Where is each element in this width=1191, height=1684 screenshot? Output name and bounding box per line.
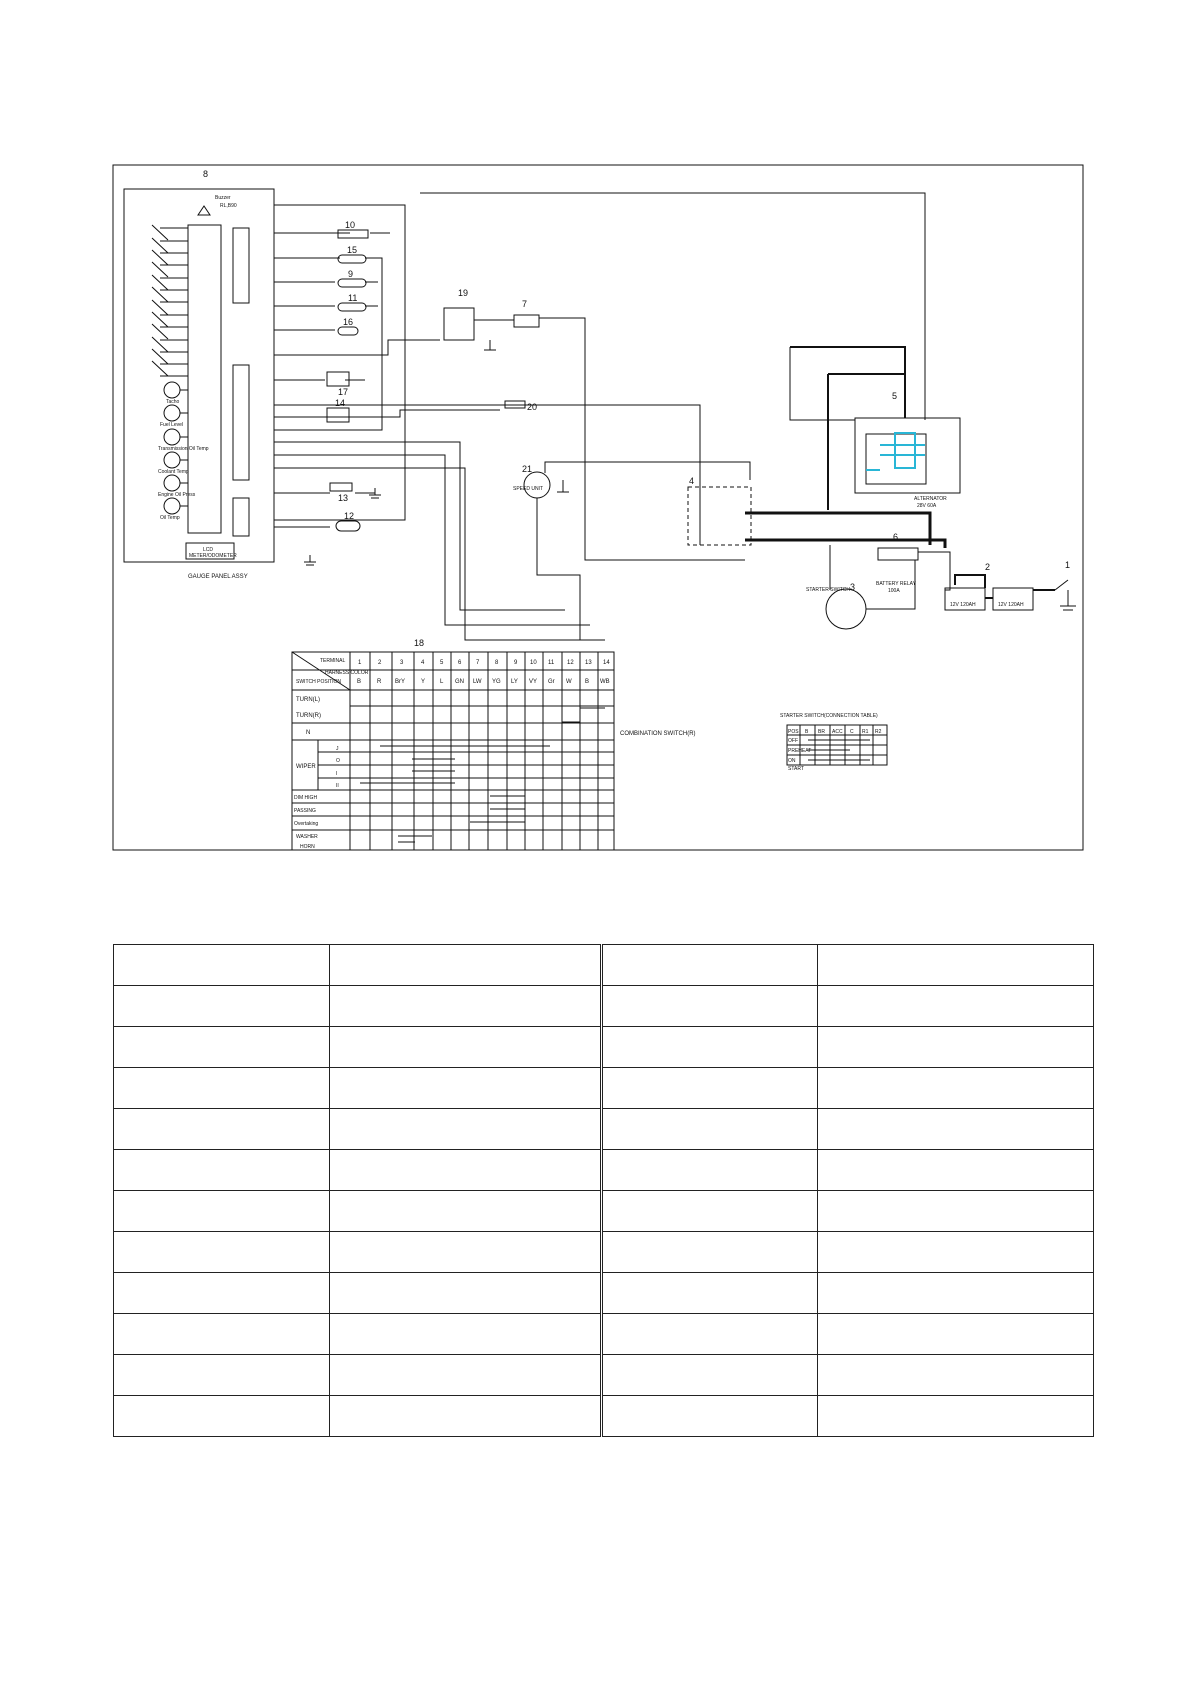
buzzer-symbol bbox=[198, 206, 210, 215]
component-12 bbox=[336, 521, 360, 531]
table-row bbox=[114, 1068, 1094, 1109]
table-row bbox=[114, 1191, 1094, 1232]
svg-text:10: 10 bbox=[530, 660, 537, 666]
table-cell bbox=[818, 1027, 1094, 1068]
table-cell bbox=[602, 1396, 818, 1437]
svg-text:SWITCH POSITION: SWITCH POSITION bbox=[296, 679, 341, 685]
starter-switch-label: STARTER SWITCH bbox=[806, 587, 850, 593]
table-cell bbox=[330, 1314, 602, 1355]
battery-label-1: 12V 120AH bbox=[950, 602, 976, 608]
label-21: 21 bbox=[522, 464, 533, 474]
svg-text:LW: LW bbox=[473, 679, 482, 685]
speed-unit-label: SPEED UNIT bbox=[513, 486, 544, 492]
comb-harness-colors bbox=[357, 679, 610, 685]
table-cell bbox=[330, 1068, 602, 1109]
svg-text:4: 4 bbox=[421, 660, 425, 666]
label-15: 15 bbox=[347, 245, 358, 255]
svg-text:WB: WB bbox=[600, 679, 610, 685]
svg-text:OFF: OFF bbox=[788, 738, 798, 744]
label-14: 14 bbox=[335, 398, 346, 408]
component-15 bbox=[338, 255, 366, 263]
table-row bbox=[114, 1396, 1094, 1437]
svg-text:TURN(L): TURN(L) bbox=[296, 697, 320, 703]
label-13: 13 bbox=[338, 493, 349, 503]
label-8: 8 bbox=[203, 169, 209, 179]
svg-text:1: 1 bbox=[358, 660, 362, 666]
table-cell bbox=[818, 1068, 1094, 1109]
table-row bbox=[114, 1232, 1094, 1273]
label-1: 1 bbox=[1065, 560, 1071, 570]
parts-list-table bbox=[113, 944, 1094, 1437]
svg-text:TERMINAL: TERMINAL bbox=[320, 658, 346, 664]
svg-text:Fuel Level: Fuel Level bbox=[160, 422, 184, 428]
table-cell bbox=[818, 1191, 1094, 1232]
table-cell bbox=[330, 986, 602, 1027]
table-cell bbox=[114, 986, 330, 1027]
table-cell bbox=[602, 1150, 818, 1191]
svg-text:ON: ON bbox=[788, 758, 796, 764]
component-11 bbox=[338, 303, 366, 311]
table-row bbox=[114, 986, 1094, 1027]
table-cell bbox=[602, 945, 818, 986]
svg-text:J: J bbox=[336, 746, 339, 752]
connector-1 bbox=[233, 228, 249, 303]
svg-text:W: W bbox=[566, 679, 572, 685]
svg-text:6: 6 bbox=[458, 660, 462, 666]
svg-text:Y: Y bbox=[421, 679, 426, 685]
table-cell bbox=[330, 1355, 602, 1396]
table-cell bbox=[818, 1150, 1094, 1191]
table-cell bbox=[330, 1027, 602, 1068]
label-4: 4 bbox=[689, 476, 695, 486]
svg-text:LY: LY bbox=[511, 679, 518, 685]
table-cell bbox=[818, 945, 1094, 986]
label-3: 3 bbox=[850, 582, 856, 592]
svg-text:DIM HIGH: DIM HIGH bbox=[294, 795, 318, 801]
lcd-label: LCD bbox=[203, 547, 214, 553]
table-cell bbox=[114, 1396, 330, 1437]
svg-text:C: C bbox=[850, 729, 854, 735]
table-cell bbox=[114, 1273, 330, 1314]
table-cell bbox=[114, 1027, 330, 1068]
svg-text:9: 9 bbox=[514, 660, 518, 666]
alternator-label: ALTERNATOR bbox=[914, 496, 947, 502]
svg-text:TURN(R): TURN(R) bbox=[296, 713, 321, 719]
table-cell bbox=[602, 1191, 818, 1232]
component-13 bbox=[330, 483, 352, 491]
component-17 bbox=[327, 372, 349, 386]
component-3-starter-switch bbox=[826, 589, 866, 629]
indicator-lamps bbox=[152, 225, 188, 376]
component-9 bbox=[338, 279, 366, 287]
component-4 bbox=[688, 487, 751, 545]
table-cell bbox=[818, 1314, 1094, 1355]
svg-text:HORN: HORN bbox=[300, 844, 315, 850]
svg-text:BR: BR bbox=[818, 729, 825, 735]
svg-text:7: 7 bbox=[476, 660, 480, 666]
svg-text:5: 5 bbox=[440, 660, 444, 666]
svg-text:3: 3 bbox=[400, 660, 404, 666]
table-cell bbox=[818, 986, 1094, 1027]
svg-text:POS: POS bbox=[788, 729, 799, 735]
component-16 bbox=[338, 327, 358, 335]
svg-text:START: START bbox=[788, 766, 804, 772]
svg-text:B: B bbox=[585, 679, 590, 685]
svg-text:Gr: Gr bbox=[548, 679, 555, 685]
buzzer-code: RL,B90 bbox=[220, 203, 237, 209]
svg-text:WASHER: WASHER bbox=[296, 834, 318, 840]
table-cell bbox=[602, 1273, 818, 1314]
label-7: 7 bbox=[522, 299, 528, 309]
table-cell bbox=[818, 1109, 1094, 1150]
svg-text:R2: R2 bbox=[875, 729, 882, 735]
table-row bbox=[114, 1273, 1094, 1314]
lcd-sublabel: METER/ODOMETER bbox=[189, 553, 237, 559]
combination-switch-label: COMBINATION SWITCH(R) bbox=[620, 731, 696, 737]
label-6: 6 bbox=[893, 532, 899, 542]
svg-text:12: 12 bbox=[567, 660, 574, 666]
svg-text:Overtaking: Overtaking bbox=[294, 821, 319, 827]
label-10: 10 bbox=[345, 220, 356, 230]
svg-text:14: 14 bbox=[603, 660, 610, 666]
table-cell bbox=[602, 1232, 818, 1273]
svg-text:Engine Oil Press: Engine Oil Press bbox=[158, 492, 196, 498]
lcd-block bbox=[188, 225, 221, 533]
gauge-panel-box bbox=[124, 189, 274, 562]
table-cell bbox=[330, 1273, 602, 1314]
starter-conn-title: STARTER SWITCH(CONNECTION TABLE) bbox=[780, 713, 878, 719]
table-cell bbox=[330, 1232, 602, 1273]
svg-text:B: B bbox=[805, 729, 809, 735]
svg-text:PASSING: PASSING bbox=[294, 808, 316, 814]
svg-text:Transmission Oil Temp: Transmission Oil Temp bbox=[158, 446, 209, 452]
svg-text:YG: YG bbox=[492, 679, 501, 685]
table-row bbox=[114, 1150, 1094, 1191]
svg-text:I: I bbox=[336, 771, 338, 777]
table-cell bbox=[602, 1027, 818, 1068]
table-cell bbox=[602, 1314, 818, 1355]
component-7-wires bbox=[474, 318, 745, 560]
table-cell bbox=[114, 1355, 330, 1396]
table-cell bbox=[114, 1232, 330, 1273]
svg-text:Coolant Temp: Coolant Temp bbox=[158, 469, 189, 475]
table-cell bbox=[818, 1273, 1094, 1314]
component-6-battery-relay bbox=[878, 548, 918, 560]
svg-text:Oil Temp: Oil Temp bbox=[160, 515, 180, 521]
component-1-switch bbox=[1055, 580, 1076, 610]
svg-text:ACC: ACC bbox=[832, 729, 843, 735]
svg-text:GN: GN bbox=[455, 679, 464, 685]
label-16: 16 bbox=[343, 317, 354, 327]
alternator-highlight bbox=[866, 433, 925, 470]
starter-table-headers bbox=[788, 729, 882, 735]
comb-terminal-numbers bbox=[358, 660, 610, 666]
component-10 bbox=[338, 230, 368, 238]
svg-text:R: R bbox=[377, 679, 382, 685]
table-cell bbox=[330, 945, 602, 986]
table-cell bbox=[330, 1150, 602, 1191]
battery-relay-spec: 100A bbox=[888, 588, 900, 594]
table-row bbox=[114, 1355, 1094, 1396]
table-row bbox=[114, 1314, 1094, 1355]
svg-text:L: L bbox=[440, 679, 444, 685]
table-cell bbox=[114, 1191, 330, 1232]
table-cell bbox=[114, 945, 330, 986]
table-cell bbox=[330, 1109, 602, 1150]
table-row bbox=[114, 945, 1094, 986]
battery-label-2: 12V 120AH bbox=[998, 602, 1024, 608]
connector-2 bbox=[233, 365, 249, 480]
table-cell bbox=[330, 1396, 602, 1437]
alternator-spec: 28V 60A bbox=[917, 503, 937, 509]
svg-text:11: 11 bbox=[548, 660, 555, 666]
table-cell bbox=[818, 1396, 1094, 1437]
connector-3 bbox=[233, 498, 249, 536]
table-row bbox=[114, 1109, 1094, 1150]
label-9: 9 bbox=[348, 269, 354, 279]
svg-text:2: 2 bbox=[378, 660, 382, 666]
buzzer-label: Buzzer bbox=[215, 195, 231, 201]
svg-text:VY: VY bbox=[529, 679, 538, 685]
table-cell bbox=[602, 1355, 818, 1396]
table-cell bbox=[114, 1068, 330, 1109]
table-cell bbox=[114, 1150, 330, 1191]
component-21-speed-unit bbox=[524, 472, 550, 498]
label-2: 2 bbox=[985, 562, 991, 572]
component-20-wires bbox=[370, 405, 700, 545]
component-14 bbox=[327, 408, 349, 422]
svg-text:B: B bbox=[357, 679, 362, 685]
svg-text:II: II bbox=[336, 783, 339, 789]
svg-text:HARNESS COLOR: HARNESS COLOR bbox=[325, 670, 369, 676]
table-cell bbox=[114, 1314, 330, 1355]
svg-text:WIPER: WIPER bbox=[296, 764, 316, 770]
component-7 bbox=[514, 315, 539, 327]
svg-text:Tacho: Tacho bbox=[166, 399, 180, 405]
component-19 bbox=[444, 308, 474, 340]
svg-text:N: N bbox=[306, 730, 311, 736]
svg-text:8: 8 bbox=[495, 660, 499, 666]
label-17: 17 bbox=[338, 387, 349, 397]
battery-relay-label: BATTERY RELAY bbox=[876, 581, 916, 587]
table-cell bbox=[818, 1232, 1094, 1273]
gauge-panel-label: GAUGE PANEL ASSY bbox=[188, 574, 248, 580]
svg-text:R1: R1 bbox=[862, 729, 869, 735]
label-18: 18 bbox=[414, 638, 425, 648]
label-20: 20 bbox=[527, 402, 538, 412]
svg-text:PREHEAT: PREHEAT bbox=[788, 748, 812, 754]
table-cell bbox=[818, 1355, 1094, 1396]
svg-text:13: 13 bbox=[585, 660, 592, 666]
table-cell bbox=[602, 1068, 818, 1109]
svg-text:BrY: BrY bbox=[395, 679, 406, 685]
comb-row-labels bbox=[294, 697, 340, 850]
table-cell bbox=[602, 986, 818, 1027]
label-5: 5 bbox=[892, 391, 898, 401]
label-11: 11 bbox=[348, 293, 358, 303]
table-cell bbox=[330, 1191, 602, 1232]
speed-unit-wires bbox=[537, 462, 750, 640]
table-row bbox=[114, 1027, 1094, 1068]
table-cell bbox=[602, 1109, 818, 1150]
table-cell bbox=[114, 1109, 330, 1150]
label-19: 19 bbox=[458, 288, 469, 298]
label-12: 12 bbox=[344, 511, 355, 521]
svg-text:O: O bbox=[336, 758, 340, 764]
